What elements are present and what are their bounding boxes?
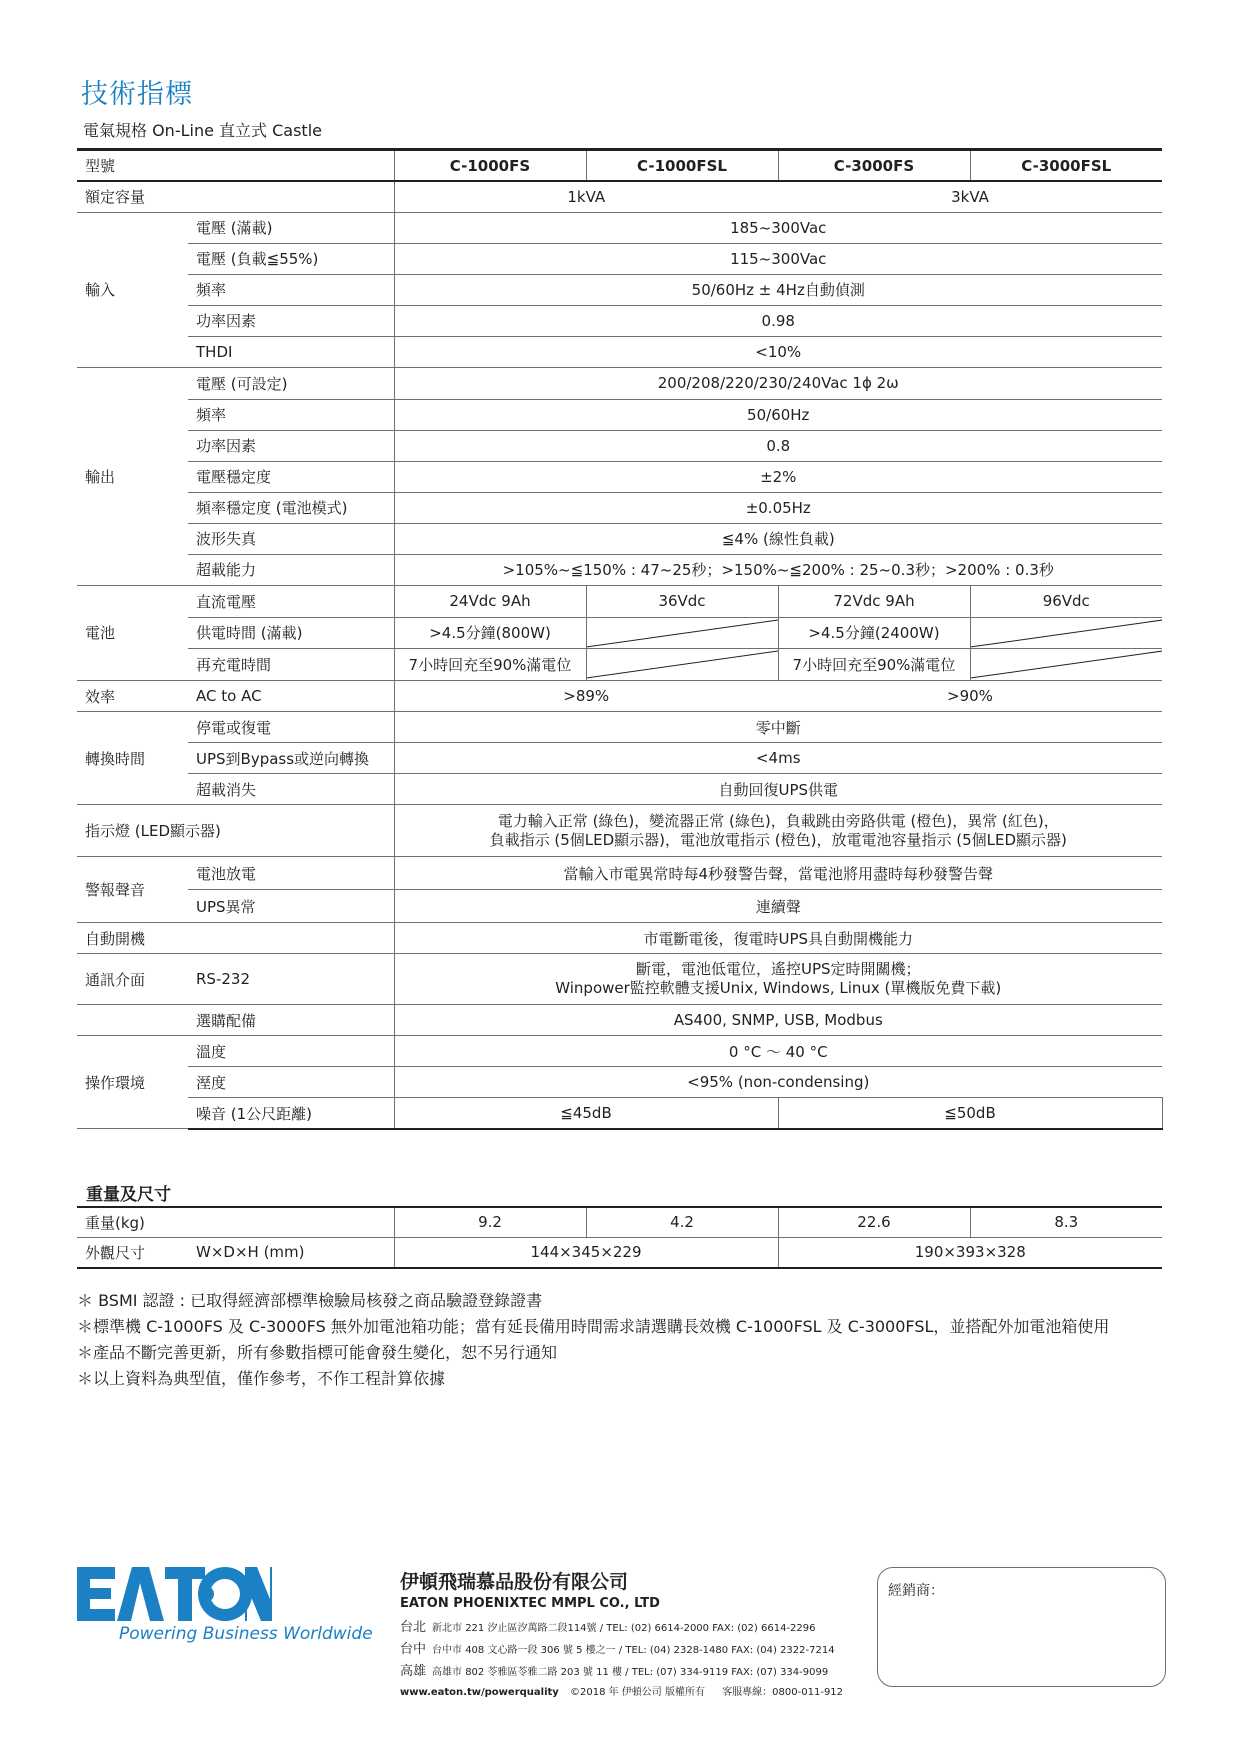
company-info (400, 1567, 843, 1698)
row-label: 選購配備 (188, 1005, 394, 1036)
row-label: 噪音 (1公尺距離) (188, 1098, 394, 1129)
cell-value: 22.6 (778, 1207, 970, 1237)
cell-value: 4.2 (586, 1207, 778, 1237)
table-row (77, 857, 1162, 890)
cell-value: 自動回復UPS供電 (394, 774, 1162, 805)
row-label: 頻率穩定度 (電池模式) (188, 492, 394, 523)
cell-value: 72Vdc 9Ah (778, 585, 970, 617)
not-applicable-cell (970, 649, 1162, 681)
row-label: 超載能力 (188, 554, 394, 585)
cell-value: AS400, SNMP, USB, Modbus (394, 1005, 1162, 1036)
indicator-line-2: 負載指示 (5個LED顯示器)，電池放電指示 (橙色)，放電電池容量指示 (5個LED顯示器) (489, 830, 1067, 849)
model-name: C-1000FS (394, 150, 586, 182)
cell-value: 50/60Hz (394, 399, 1162, 430)
footnotes (77, 1288, 1109, 1392)
spec-table (77, 148, 1163, 1130)
cell-value: 200/208/220/230/240Vac 1ϕ 2ω (394, 367, 1162, 399)
group-label: 通訊介面 (77, 954, 188, 1005)
cell-value (394, 954, 1162, 1005)
cell-value: 7小時回充至90%滿電位 (394, 649, 586, 681)
footnote: ＊標準機 C-1000FS 及 C-3000FS 無外加電池箱功能；當有延長備用時間需求請選購長效機 C-1000FSL 及 C-3000FSL，並搭配外加電池箱使用 (77, 1317, 1110, 1336)
row-label: 停電或復電 (188, 712, 394, 743)
not-applicable-cell (586, 649, 778, 681)
cell-value: 0 °C ～ 40 °C (394, 1036, 1162, 1067)
table-row (77, 305, 1162, 336)
office-address: 高雄市 802 苓雅區苓雅二路 203 號 11 樓 / TEL: (07) 334-9119 FAX: (07) 334-9099 (432, 1667, 829, 1678)
model-label: 型號 (77, 150, 394, 182)
cell-value: 144×345×229 (394, 1237, 778, 1268)
office-city: 高雄 (400, 1664, 427, 1679)
empty-cell (77, 1005, 188, 1036)
row-sublabel: W×D×H (mm) (188, 1237, 394, 1268)
table-row (77, 367, 1162, 399)
table-row (77, 461, 1162, 492)
cell-value: 當輸入市電異常時每4秒發警告聲，當電池將用盡時每秒發警告聲 (394, 857, 1162, 890)
cell-value: 1kVA (394, 181, 778, 212)
table-row (77, 954, 1162, 1005)
row-label: 電壓 (負載≦55%) (188, 243, 394, 274)
row-label: 溫度 (188, 1036, 394, 1067)
table-row (77, 1005, 1162, 1036)
office-city: 台中 (400, 1642, 427, 1657)
group-label: 效率 (77, 681, 188, 712)
table-row (77, 617, 1162, 649)
row-label: UPS到Bypass或逆向轉換 (188, 743, 394, 774)
table-row (77, 523, 1162, 554)
table-row (77, 274, 1162, 305)
row-label: 直流電壓 (188, 585, 394, 617)
cell-value: ±0.05Hz (394, 492, 1162, 523)
row-label: 電壓 (可設定) (188, 367, 394, 399)
row-label: 外觀尺寸 (77, 1237, 188, 1268)
cell-value: >4.5分鐘(2400W) (778, 617, 970, 649)
row-label: 頻率 (188, 274, 394, 305)
table-row (77, 1098, 1162, 1129)
row-label: 功率因素 (188, 430, 394, 461)
row-label: 額定容量 (77, 181, 394, 212)
group-label: 電池 (77, 585, 188, 681)
cell-value: ≦50dB (778, 1098, 1162, 1129)
copyright: ©2018 年 伊頓公司 版權所有 (570, 1687, 705, 1698)
table-row (77, 181, 1162, 212)
row-label: 重量(kg) (77, 1207, 394, 1237)
model-name: C-1000FSL (586, 150, 778, 182)
row-label: THDI (188, 336, 394, 367)
row-label: 頻率 (188, 399, 394, 430)
cell-value: 0.98 (394, 305, 1162, 336)
cell-value: 9.2 (394, 1207, 586, 1237)
slogan: Powering Business Worldwide (119, 1624, 373, 1644)
hotline: 客服專線：0800-011-912 (722, 1687, 844, 1698)
model-name: C-3000FSL (970, 150, 1162, 182)
model-header-row (77, 150, 1162, 182)
row-label: 溼度 (188, 1067, 394, 1098)
table-row (77, 1237, 1162, 1268)
row-label: AC to AC (188, 681, 394, 712)
footer-web-line (400, 1683, 843, 1698)
table-row (77, 923, 1162, 954)
cell-value: 96Vdc (970, 585, 1162, 617)
row-label: 再充電時間 (188, 649, 394, 681)
website-link[interactable]: www.eaton.tw/powerquality (400, 1687, 559, 1698)
weight-table (77, 1206, 1162, 1269)
table-row (77, 243, 1162, 274)
rs232-line-2: Winpower監控軟體支援Unix, Windows, Linux (單機版免費下載) (555, 979, 1002, 998)
cell-value: <4ms (394, 743, 1162, 774)
cell-value (394, 805, 1162, 857)
table-row (77, 1207, 1162, 1237)
indicator-line-1: 電力輸入正常 (綠色)，變流器正常 (綠色)，負載跳由旁路供電 (橙色)，異常 (紅色)， (497, 811, 1059, 830)
cell-value: ±2% (394, 461, 1162, 492)
cell-value: 零中斷 (394, 712, 1162, 743)
table-row (77, 712, 1162, 743)
row-label: 指示燈 (LED顯示器) (77, 805, 394, 857)
row-label: 電壓穩定度 (188, 461, 394, 492)
row-label: 功率因素 (188, 305, 394, 336)
cell-value: 190×393×328 (778, 1237, 1162, 1268)
office-list (400, 1617, 843, 1683)
row-label: 電池放電 (188, 857, 394, 890)
cell-value: 0.8 (394, 430, 1162, 461)
office-item (400, 1617, 843, 1639)
cell-value: 24Vdc 9Ah (394, 585, 586, 617)
row-label: 供電時間 (滿載) (188, 617, 394, 649)
cell-value: 3kVA (778, 181, 1162, 212)
cell-value: >105%~≦150% : 47~25秒；>150%~≦200% : 25~0.3秒；>200% : 0.3秒 (394, 554, 1162, 585)
table-row (77, 554, 1162, 585)
table-row (77, 681, 1162, 712)
row-label: RS-232 (188, 954, 394, 1005)
table-row (77, 212, 1162, 243)
cell-value: 連續聲 (394, 890, 1162, 923)
group-label: 警報聲音 (77, 857, 188, 923)
table-row (77, 1067, 1162, 1098)
group-label: 轉換時間 (77, 712, 188, 805)
cell-value: 36Vdc (586, 585, 778, 617)
rs232-line-1: 斷電，電池低電位，遙控UPS定時開關機； (635, 960, 921, 979)
table-row (77, 399, 1162, 430)
office-city: 台北 (400, 1620, 427, 1635)
table-row (77, 585, 1162, 617)
cell-value: 50/60Hz ± 4Hz自動偵測 (394, 274, 1162, 305)
table-row (77, 649, 1162, 681)
footnote: ＊ BSMI 認證 : 已取得經濟部標準檢驗局核發之商品驗證登錄證書 (77, 1291, 543, 1310)
section-title-weight: 重量及尺寸 (86, 1185, 171, 1205)
footnote: ＊產品不斷完善更新，所有參數指標可能會發生變化，恕不另行通知 (77, 1343, 558, 1362)
cell-value: ≦45dB (394, 1098, 778, 1129)
table-row (77, 336, 1162, 367)
cell-value: >4.5分鐘(800W) (394, 617, 586, 649)
model-name: C-3000FS (778, 150, 970, 182)
row-label: 波形失真 (188, 523, 394, 554)
page-title: 技術指標 (81, 79, 193, 110)
row-label: 電壓 (滿載) (188, 212, 394, 243)
cell-value: ≦4% (線性負載) (394, 523, 1162, 554)
group-label: 輸出 (77, 367, 188, 585)
table-row (77, 774, 1162, 805)
cell-value: <10% (394, 336, 1162, 367)
footnote: ＊以上資料為典型值，僅作參考，不作工程計算依據 (77, 1369, 446, 1388)
table-row (77, 1036, 1162, 1067)
cell-value: 185~300Vac (394, 212, 1162, 243)
company-name-zh: 伊頓飛瑞慕品股份有限公司 (400, 1571, 629, 1593)
office-item (400, 1639, 843, 1661)
dealer-label: 經銷商： (888, 1583, 944, 1599)
table-row (77, 890, 1162, 923)
not-applicable-cell (586, 617, 778, 649)
cell-value: >89% (394, 681, 778, 712)
cell-value: 市電斷電後，復電時UPS具自動開機能力 (394, 923, 1162, 954)
row-label: 自動開機 (77, 923, 394, 954)
page-subtitle: 電氣規格 On-Line 直立式 Castle (83, 121, 322, 140)
cell-value: 8.3 (970, 1207, 1162, 1237)
group-label: 操作環境 (77, 1036, 188, 1129)
dealer-box (877, 1567, 1166, 1687)
cell-value: <95% (non-condensing) (394, 1067, 1162, 1098)
cell-value: >90% (778, 681, 1162, 712)
not-applicable-cell (970, 617, 1162, 649)
office-item (400, 1661, 843, 1683)
eaton-logo (77, 1567, 272, 1625)
table-row (77, 492, 1162, 523)
cell-value: 115~300Vac (394, 243, 1162, 274)
group-label: 輸入 (77, 212, 188, 367)
row-label: 超載消失 (188, 774, 394, 805)
office-address: 台中市 408 文心路一段 306 號 5 樓之一 / TEL: (04) 2328-1480 FAX: (04) 2322-7214 (432, 1645, 835, 1656)
cell-value: 7小時回充至90%滿電位 (778, 649, 970, 681)
company-name-en: EATON PHOENIXTEC MMPL CO., LTD (400, 1596, 660, 1611)
row-label: UPS異常 (188, 890, 394, 923)
office-address: 新北市 221 汐止區汐萬路二段114號 / TEL: (02) 6614-2000 FAX: (02) 6614-2296 (432, 1623, 816, 1634)
table-row (77, 743, 1162, 774)
table-row (77, 430, 1162, 461)
table-row (77, 805, 1162, 857)
